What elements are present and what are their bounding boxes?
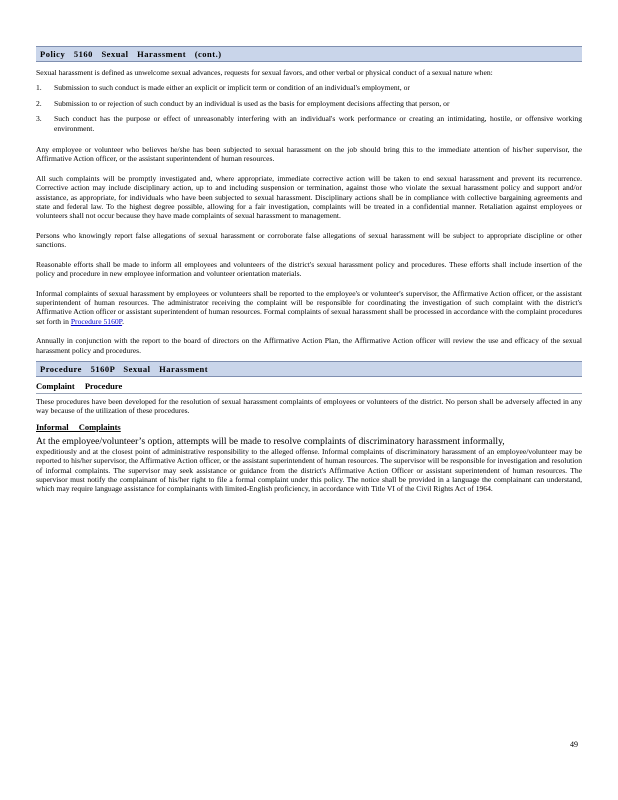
informal-lead: At the employee/volunteer’s option, attempts will be made to resolve complaints of discriminatory harassment informally, [36,435,505,447]
inform-paragraph: Reasonable efforts shall be made to inform all employees and volunteers of the district's sexual harassment policy and procedures. These efforts shall include insertion of the policy and procedure in new employee information and volunteer orientation materials. [36,259,582,279]
page-number: 49 [570,740,578,749]
list-item [36,99,582,108]
period-text: . [122,316,124,326]
list-number: 1. [36,83,42,93]
procedure-section-bar: Procedure 5160P Sexual Harassment [36,361,582,377]
informal-text: Informal complaints of sexual harassment by employees or volunteers shall be reported to the employee's or volunteer's supervisor, the Affirmative Action officer, or the assistant superintendent of human resources. The administrator receiving the complaint will be responsible for coordinating the investigation of such complaint with the district's Affirmative Action officer or assistant superintendent of human resources. Formal complaints of sexual harassment shall be processed in accordance with the complaint procedures set forth in [36,288,582,326]
list-text: Submission to such conduct is made either an explicit or implicit term or condition of an individual's employment, or [54,83,410,93]
list-number: 3. [36,114,42,124]
report-paragraph: Any employee or volunteer who believes he/she has been subjected to sexual harassment on the job should bring this to the immediate attention of his/her supervisor, the Affirmative Action officer, or the assistant superintendent of human resources. [36,145,582,164]
policy-section-bar: Policy 5160 Sexual Harassment (cont.) [36,46,582,62]
list-item [36,114,582,133]
procedure-intro: These procedures have been developed for the resolution of sexual harassment complaints of employees or volunteers of the district. No person shall be adversely affected in any way because of the utilization of these procedures. [36,396,582,416]
informal-complaints-heading: Informal Complaints [36,421,121,432]
informal-body: expeditiously and at the closest point of administrative responsibility to the alleged offense. Informal complaints of discriminatory harassment of an employee/volunteer may be reported to his/her supervisor, the Affirmative Action officer, or the assistant superintendent of human resources. The supervisor will be responsible for investigation and resolution of informal complaints. The supervisor may seek assistance or guidance from the district's Affirmative Action Officer or assistant superintendent of human resources. The supervisor must notify the complainant of his/her right to file a formal complaint under this policy. The notice shall be provided in a language the complainant can understand, which may require language assistance for complainants with limited-English proficiency, in accordance with Title VI of the Civil Rights Act of 1964. [36,446,582,494]
policy-intro: Sexual harassment is defined as unwelcome sexual advances, requests for sexual favors, and other verbal or physical conduct of a sexual nature when: [36,68,493,77]
list-text: Such conduct has the purpose or effect of unreasonably interfering with an individual's work performance or creating an intimidating, hostile, or offensive working environment. [54,114,582,133]
annual-review-paragraph: Annually in conjunction with the report to the board of directors on the Affirmative Action Plan, the Affirmative Action officer will review the use and efficacy of the sexual harassment policy and procedures. [36,336,582,355]
complaint-procedure-heading: Complaint Procedure [36,380,123,391]
list-text: Submission to or rejection of such conduct by an individual is used as the basis for employment decisions affecting that person, or [54,98,450,108]
false-allegations-paragraph: Persons who knowingly report false allegations of sexual harassment or corroborate false allegations of sexual harassment will be subject to appropriate discipline or other sanctions. [36,230,582,250]
informal-complaints-paragraph [36,289,582,327]
complaints-paragraph: All such complaints will be promptly investigated and, where appropriate, immediate corrective action will be taken to end sexual harassment and prevent its recurrence. Corrective action may include disciplinary action, up to and including suspension or termination, against those who violate the sexual harassment policy and support and/or assistance, as appropriate, for individuals who have been subjected to sexual harassment. Disciplinary actions shall be in compliance with collective bargaining agreements and state and federal law. To the highest degree possible, allowing for a fair investigation, complaints will be treated in a confidential manner. Retaliation against employees or volunteers shall not occur because they have made complaints of sexual harassment to management. [36,173,582,221]
document-page [36,46,582,494]
list-number: 2. [36,98,42,108]
procedure-5160p-link[interactable]: Procedure 5160P [70,316,123,326]
condition-list [36,83,582,133]
list-item [36,83,582,92]
